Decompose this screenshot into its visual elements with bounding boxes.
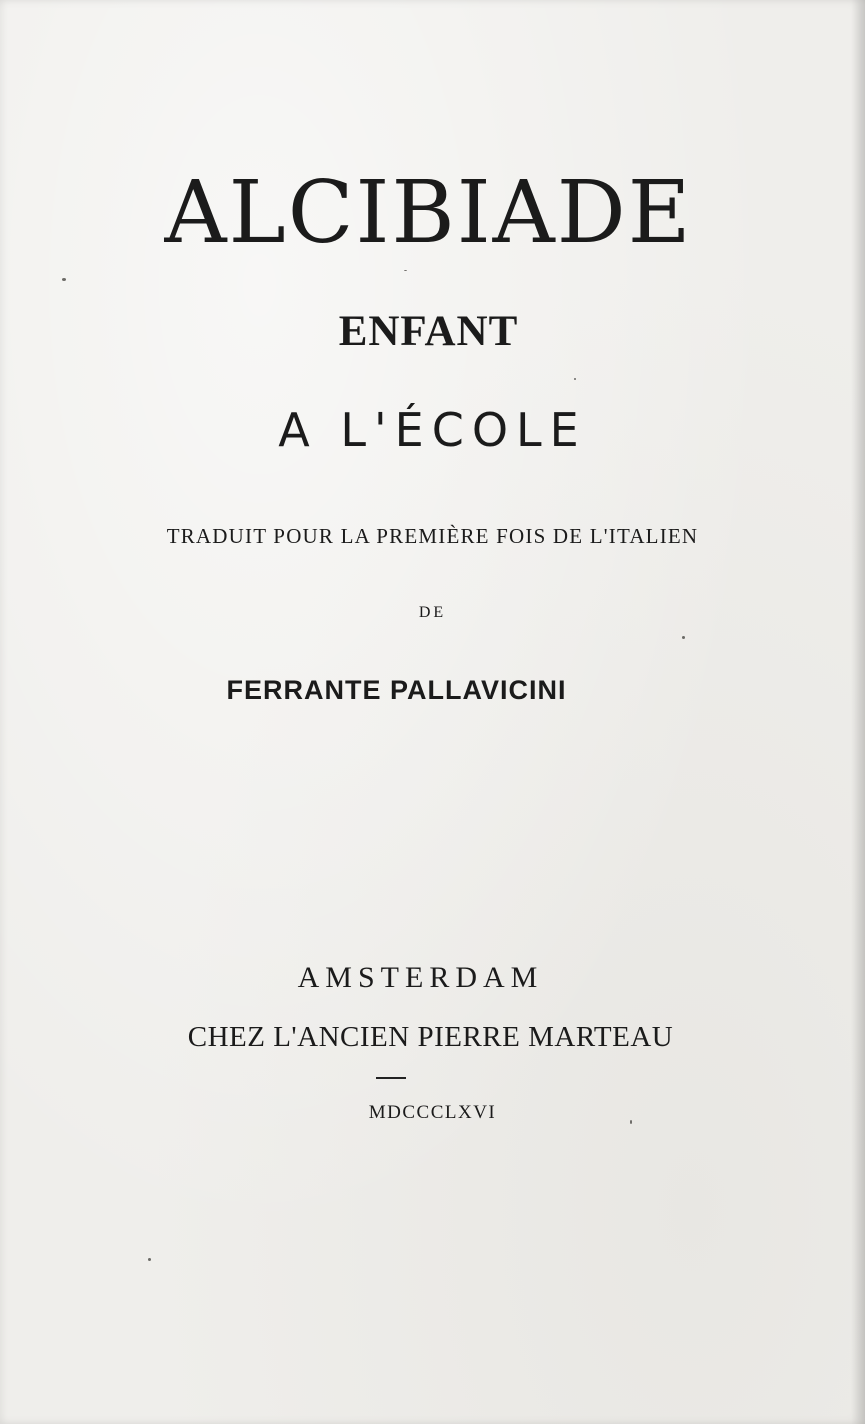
paper-speck (404, 270, 407, 271)
paper-speck (630, 1120, 632, 1124)
book-title: ALCIBIADE (164, 163, 693, 263)
subtitle-line-2: A L'ÉCOLE (278, 403, 587, 457)
paper-speck (62, 278, 66, 281)
imprint-publisher: CHEZ L'ANCIEN PIERRE MARTEAU (187, 1021, 674, 1053)
subtitle-line-1: ENFANT (338, 308, 519, 355)
paper-speck (682, 636, 685, 639)
imprint-city: AMSTERDAM (297, 961, 544, 994)
paper-speck (574, 378, 576, 380)
paper-speck (148, 1258, 151, 1261)
author-name: FERRANTE PALLAVICINI (226, 675, 567, 705)
translation-note: TRADUIT POUR LA PREMIÈRE FOIS DE L'ITALIEN (166, 524, 699, 548)
author-preposition: DE (418, 604, 447, 621)
imprint-date: MDCCCLXVI (368, 1102, 497, 1123)
imprint-divider (376, 1077, 406, 1079)
